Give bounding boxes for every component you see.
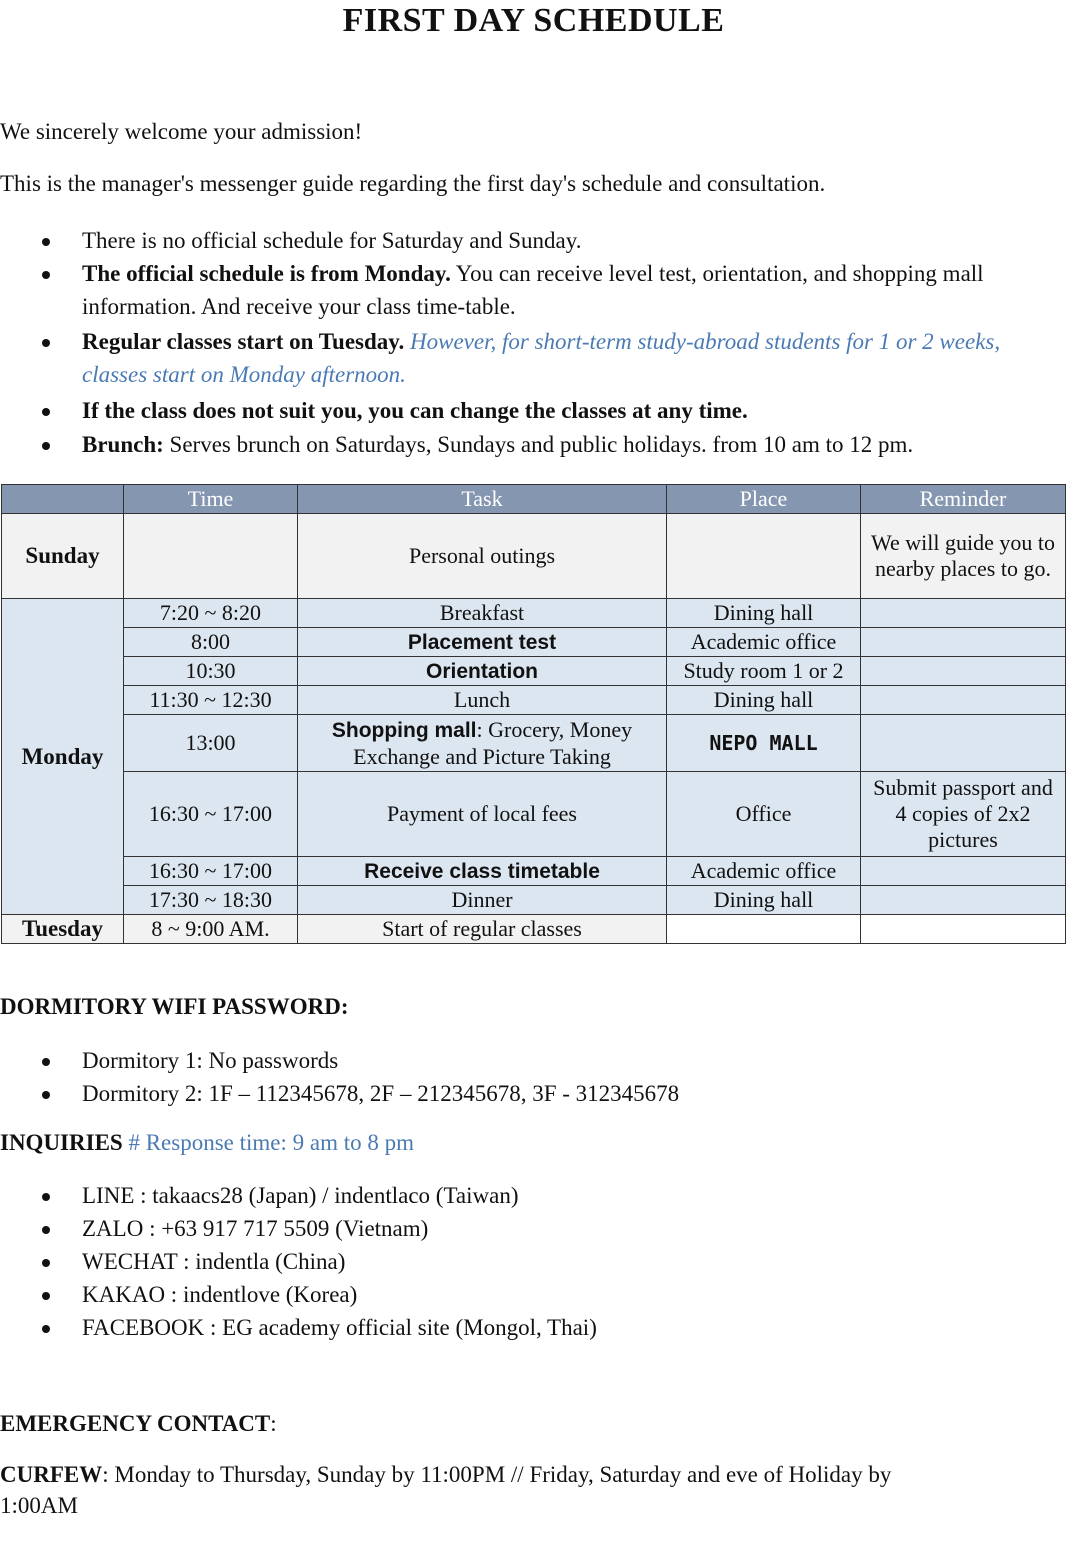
table-row xyxy=(2,657,1066,686)
place-cell: Academic office xyxy=(667,857,861,886)
table-row xyxy=(2,715,1066,772)
curfew-line: CURFEW: Monday to Thursday, Sunday by 11:00PM // Friday, Saturday and eve of Holiday by xyxy=(0,1462,892,1487)
list-item: KAKAO : indentlove (Korea) xyxy=(0,1278,1030,1311)
place-cell: NEPO MALL xyxy=(667,715,861,772)
welcome-text: We sincerely welcome your admission! xyxy=(0,119,363,144)
reminder-cell: We will guide you to nearby places to go. xyxy=(861,514,1066,599)
reminder-cell xyxy=(861,915,1066,944)
task-cell: Receive class timetable xyxy=(298,857,667,886)
day-cell: Tuesday xyxy=(2,915,124,944)
schedule-table xyxy=(1,484,1066,944)
task-cell: Payment of local fees xyxy=(298,772,667,857)
page-title: FIRST DAY SCHEDULE xyxy=(342,2,725,39)
curfew-line-continued: 1:00AM xyxy=(0,1493,78,1518)
inquiries-line xyxy=(0,1130,414,1156)
place-cell xyxy=(667,915,861,944)
list-item: ZALO : +63 917 717 5509 (Vietnam) xyxy=(0,1212,1030,1245)
list-item: Brunch: Serves brunch on Saturdays, Sundays and public holidays. from 10 am to 12 pm. xyxy=(0,428,1030,461)
time-cell: 7:20 ~ 8:20 xyxy=(124,599,298,628)
table-row xyxy=(2,915,1066,944)
table-row xyxy=(2,514,1066,599)
task-cell: Breakfast xyxy=(298,599,667,628)
reminder-cell xyxy=(861,599,1066,628)
list-item: WECHAT : indentla (China) xyxy=(0,1245,1030,1278)
day-cell: Monday xyxy=(2,599,124,915)
time-cell: 8:00 xyxy=(124,628,298,657)
list-item: Regular classes start on Tuesday. However, for short-term study-abroad students for 1 or 2 weeks, classes start on Monday afternoon. xyxy=(0,325,1030,391)
header-cell xyxy=(2,485,124,514)
table-row xyxy=(2,599,1066,628)
list-item: Dormitory 1: No passwords xyxy=(0,1044,1030,1077)
table-row xyxy=(2,628,1066,657)
time-cell: 8 ~ 9:00 AM. xyxy=(124,915,298,944)
guide-text: This is the manager's messenger guide regarding the first day's schedule and consultation. xyxy=(0,171,826,196)
task-cell: Shopping mall: Grocery, Money Exchange and Picture Taking xyxy=(298,715,667,772)
place-cell: Office xyxy=(667,772,861,857)
place-cell: Dining hall xyxy=(667,886,861,915)
reminder-cell xyxy=(861,628,1066,657)
reminder-cell: Submit passport and 4 copies of 2x2 pictures xyxy=(861,772,1066,857)
reminder-cell xyxy=(861,657,1066,686)
header-cell: Place xyxy=(667,485,861,514)
table-row xyxy=(2,857,1066,886)
inquiries-list xyxy=(0,1179,1030,1344)
task-cell: Dinner xyxy=(298,886,667,915)
time-cell: 16:30 ~ 17:00 xyxy=(124,857,298,886)
reminder-cell xyxy=(861,857,1066,886)
place-cell: Dining hall xyxy=(667,599,861,628)
response-time-note: # Response time: 9 am to 8 pm xyxy=(128,1130,415,1155)
list-item: If the class does not suit you, you can change the classes at any time. xyxy=(0,394,1030,427)
emergency-line: EMERGENCY CONTACT: xyxy=(0,1411,277,1436)
table-row xyxy=(2,886,1066,915)
reminder-cell xyxy=(861,686,1066,715)
day-cell: Sunday xyxy=(2,514,124,599)
notes-list xyxy=(0,224,1030,461)
wifi-list xyxy=(0,1044,1030,1110)
header-cell: Reminder xyxy=(861,485,1066,514)
time-cell: 16:30 ~ 17:00 xyxy=(124,772,298,857)
time-cell xyxy=(124,514,298,599)
curfew-label: CURFEW xyxy=(0,1462,103,1487)
time-cell: 13:00 xyxy=(124,715,298,772)
list-item: There is no official schedule for Saturday and Sunday. xyxy=(0,224,1030,257)
time-cell: 11:30 ~ 12:30 xyxy=(124,686,298,715)
list-item: The official schedule is from Monday. You can receive level test, orientation, and shopping mall information. And receive your class time-table. xyxy=(0,257,1030,323)
emergency-heading: EMERGENCY CONTACT xyxy=(0,1411,271,1436)
task-cell: Personal outings xyxy=(298,514,667,599)
task-cell: Orientation xyxy=(298,657,667,686)
task-cell: Lunch xyxy=(298,686,667,715)
table-row xyxy=(2,686,1066,715)
inquiries-heading: INQUIRIES xyxy=(0,1130,123,1155)
wifi-heading: DORMITORY WIFI PASSWORD: xyxy=(0,994,349,1019)
list-item: LINE : takaacs28 (Japan) / indentlaco (Taiwan) xyxy=(0,1179,1030,1212)
list-item: FACEBOOK : EG academy official site (Mongol, Thai) xyxy=(0,1311,1030,1344)
time-cell: 17:30 ~ 18:30 xyxy=(124,886,298,915)
place-cell: Academic office xyxy=(667,628,861,657)
place-cell: Dining hall xyxy=(667,686,861,715)
task-cell: Start of regular classes xyxy=(298,915,667,944)
list-item: Dormitory 2: 1F – 112345678, 2F – 212345678, 3F - 312345678 xyxy=(0,1077,1030,1110)
header-cell: Time xyxy=(124,485,298,514)
reminder-cell xyxy=(861,715,1066,772)
header-cell: Task xyxy=(298,485,667,514)
place-cell: Study room 1 or 2 xyxy=(667,657,861,686)
table-row xyxy=(2,772,1066,857)
task-cell: Placement test xyxy=(298,628,667,657)
place-cell xyxy=(667,514,861,599)
reminder-cell xyxy=(861,886,1066,915)
table-header-row xyxy=(2,485,1066,514)
time-cell: 10:30 xyxy=(124,657,298,686)
